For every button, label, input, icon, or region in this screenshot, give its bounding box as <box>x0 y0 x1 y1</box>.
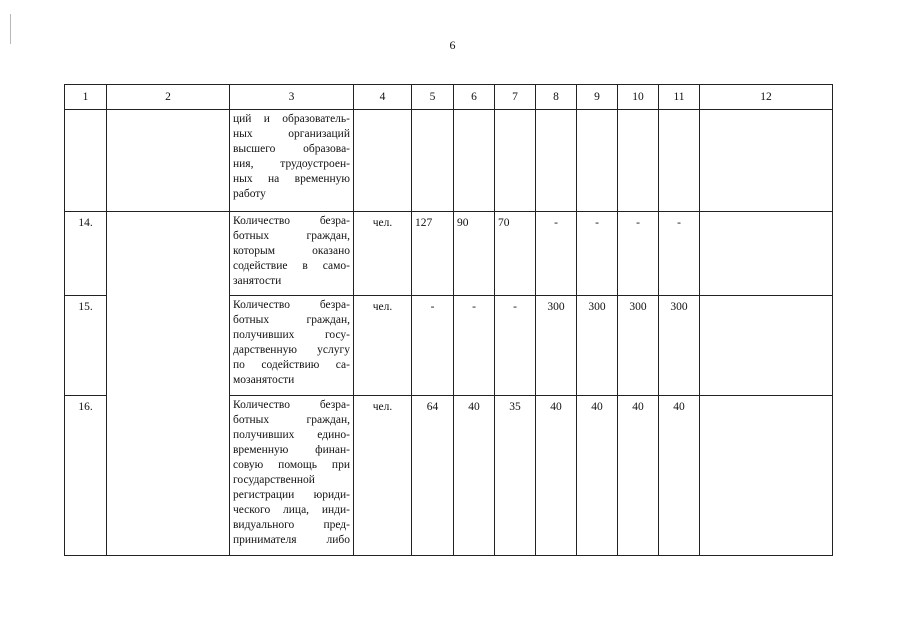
row-number: 16. <box>65 396 107 556</box>
value-cell: - <box>659 212 700 296</box>
value-cell: - <box>412 296 454 396</box>
header-cell: 9 <box>577 85 618 110</box>
description-line: ния, трудоустроен- <box>233 158 350 170</box>
value-cell: 90 <box>454 212 495 296</box>
description-line: Количество безра- <box>233 399 350 411</box>
description-line: видуального пред- <box>233 519 350 531</box>
unit-cell: чел. <box>354 296 412 396</box>
description-line: мозанятости <box>233 374 295 386</box>
row-description <box>230 110 354 212</box>
value-cell <box>577 110 618 212</box>
description-line: ботных граждан, <box>233 314 350 326</box>
description-line: совую помощь при <box>233 459 350 471</box>
row-description <box>230 296 354 396</box>
value-cell: 40 <box>659 396 700 556</box>
description-line: ботных граждан, <box>233 414 350 426</box>
header-cell: 7 <box>495 85 536 110</box>
row-number: 14. <box>65 212 107 296</box>
unit-cell: чел. <box>354 396 412 556</box>
description-line: Количество безра- <box>233 215 350 227</box>
description-line: содействие в само- <box>233 260 350 272</box>
remarks-cell <box>700 110 833 212</box>
description-line: ций и образователь- <box>233 113 350 125</box>
header-cell: 8 <box>536 85 577 110</box>
description-line: временную финан- <box>233 444 350 456</box>
value-cell <box>618 110 659 212</box>
description-line: дарственную услугу <box>233 344 350 356</box>
description-line: ботных граждан, <box>233 230 350 242</box>
description-line: получивших едино- <box>233 429 350 441</box>
header-cell: 11 <box>659 85 700 110</box>
table-row <box>65 212 833 296</box>
value-cell: 40 <box>577 396 618 556</box>
value-cell: - <box>577 212 618 296</box>
value-cell: 70 <box>495 212 536 296</box>
row-number: 15. <box>65 296 107 396</box>
description-line: Количество безра- <box>233 299 350 311</box>
empty-cell <box>107 110 230 212</box>
remarks-cell <box>700 396 833 556</box>
value-cell: 40 <box>536 396 577 556</box>
merged-empty-cell <box>107 212 230 556</box>
unit-cell <box>354 110 412 212</box>
table-row <box>65 110 833 212</box>
value-cell: 300 <box>577 296 618 396</box>
header-cell: 10 <box>618 85 659 110</box>
header-cell: 12 <box>700 85 833 110</box>
description-line: регистрации юриди- <box>233 489 350 501</box>
description-line: работу <box>233 188 266 200</box>
value-cell: 35 <box>495 396 536 556</box>
value-cell: 300 <box>618 296 659 396</box>
row-description <box>230 212 354 296</box>
value-cell <box>495 110 536 212</box>
value-cell: - <box>454 296 495 396</box>
row-number <box>65 110 107 212</box>
description-line: государственной <box>233 474 315 486</box>
header-cell: 2 <box>107 85 230 110</box>
description-line: которым оказано <box>233 245 350 257</box>
header-cell: 6 <box>454 85 495 110</box>
value-cell: 40 <box>618 396 659 556</box>
value-cell: 300 <box>536 296 577 396</box>
header-row <box>65 85 833 110</box>
value-cell: 64 <box>412 396 454 556</box>
description-line: занятости <box>233 275 282 287</box>
header-cell: 5 <box>412 85 454 110</box>
description-line: по содействию са- <box>233 359 350 371</box>
value-cell <box>454 110 495 212</box>
unit-cell: чел. <box>354 212 412 296</box>
header-cell: 4 <box>354 85 412 110</box>
description-line: ных организаций <box>233 128 350 140</box>
value-cell: - <box>495 296 536 396</box>
description-line: принимателя либо <box>233 534 350 546</box>
page-number: 6 <box>449 38 456 52</box>
description-line: получивших госу- <box>233 329 350 341</box>
value-cell: - <box>618 212 659 296</box>
value-cell <box>412 110 454 212</box>
value-cell <box>536 110 577 212</box>
description-line: ческого лица, инди- <box>233 504 350 516</box>
value-cell: 40 <box>454 396 495 556</box>
remarks-cell <box>700 212 833 296</box>
description-line: высшего образова- <box>233 143 350 155</box>
header-cell: 1 <box>65 85 107 110</box>
value-cell: 127 <box>412 212 454 296</box>
value-cell: - <box>536 212 577 296</box>
header-cell: 3 <box>230 85 354 110</box>
value-cell: 300 <box>659 296 700 396</box>
value-cell <box>659 110 700 212</box>
row-description <box>230 396 354 556</box>
description-line: ных на временную <box>233 173 350 185</box>
remarks-cell <box>700 296 833 396</box>
data-table <box>64 84 833 556</box>
